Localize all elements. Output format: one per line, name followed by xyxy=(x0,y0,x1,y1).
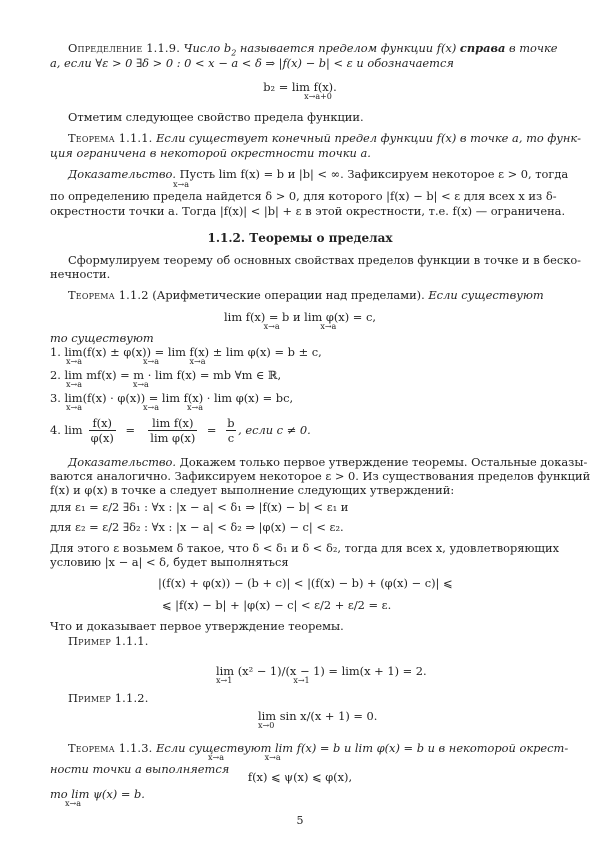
theorem-113-line-3: то lim ψ(x) = b. xyxy=(50,787,145,801)
proof-2-text: Докажем только первое утверждение теоремы. Остальные доказы- xyxy=(176,455,588,469)
theorem-112-item-1-sub: x→a x→a x→a xyxy=(66,357,206,366)
proof-2-line-5: условию |x − a| < δ, будет выполняться xyxy=(50,555,289,569)
example-2-formula: lim sin x/(x + 1) = 0. xyxy=(258,709,378,723)
item-4-frac-3 xyxy=(226,416,236,445)
proof-2-cond-1: для ε₁ = ε/2 ∃δ₁ : ∀x : |x − a| < δ₁ ⇒ |f(x) − b| < ε₁ и xyxy=(50,500,349,514)
theorem-113-label: Теорема 1.1.3. xyxy=(68,741,153,755)
theorem-111-line-1 xyxy=(68,131,600,145)
theorem-113-sub: x→a x→a xyxy=(208,753,281,762)
proof-1-sub: x→a xyxy=(173,180,189,189)
theorem-113-line-3-sub: x→a xyxy=(65,799,81,808)
theorem-113-line-2: ности точки a выполняется xyxy=(50,762,230,776)
proof-2-line-2: ваются аналогично. Зафиксируем некоторое ε > 0. Из существования пределов функций xyxy=(50,469,591,483)
theorem-112-item-3: 3. lim(f(x) · φ(x)) = lim f(x) · lim φ(x) = bc, xyxy=(50,391,294,405)
definition-label: Определение 1.1.9. xyxy=(68,41,181,55)
definition-text-a: Число b xyxy=(183,41,232,55)
definition-text-b: называется пределом функции f(x) xyxy=(236,41,460,55)
example-1-label: Пример 1.1.1. xyxy=(68,634,149,648)
theorem-112-label: Теорема 1.1.2 xyxy=(68,288,149,302)
frac-2-num: lim f(x) xyxy=(152,415,194,430)
page-number: 5 xyxy=(296,814,304,827)
theorem-112-item-3-sub: x→a x→a x→a xyxy=(66,403,203,412)
proof-2-end: Что и доказывает первое утверждение теоремы. xyxy=(50,619,344,633)
theorem-113-text: Если существуют lim f(x) = b и lim φ(x) = b и в некоторой окрест- xyxy=(152,741,569,755)
frac-3-den: c xyxy=(227,430,235,445)
theorem-112-title-tail: Если существуют xyxy=(424,288,544,302)
example-1-formula: lim (x² − 1)/(x − 1) = lim(x + 1) = 2. xyxy=(216,664,427,678)
item-4-frac-1 xyxy=(89,416,116,445)
eq-sign-1: = xyxy=(121,423,143,437)
proof-2-cond-2: для ε₂ = ε/2 ∃δ₂ : ∀x : |x − a| < δ₂ ⇒ |φ(x) − c| < ε₂. xyxy=(50,520,344,534)
theorem-112-formula-sub: x→a x→a xyxy=(263,322,337,331)
frac-1-num: f(x) xyxy=(92,415,112,430)
proof-2-line-1 xyxy=(68,455,600,469)
proof-2-ineq-1: |(f(x) + φ(x)) − (b + c)| < |(f(x) − b) + (φ(x) − c)| ⩽ xyxy=(158,576,453,590)
frac-1-den: φ(x) xyxy=(90,430,114,445)
proof-2-line-4: Для этого ε возьмем δ такое, что δ < δ₁ и δ < δ₂, тогда для всех x, удовлетворяющих xyxy=(50,541,560,555)
proof-1-line-3: окрестности точки a. Тогда |f(x)| < |b| + ε в этой окрестности, т.е. f(x) — ограничена. xyxy=(50,204,566,218)
proof-1-line-1 xyxy=(68,167,600,181)
item-4-lim: 4. lim xyxy=(50,423,83,437)
definition-line-2: a, если ∀ε > 0 ∃δ > 0 : 0 < x − a < δ ⇒ |f(x) − b| < ε и обозначается xyxy=(50,56,454,70)
section-intro-1: Сформулируем теорему об основных свойствах пределов функции в точке и в беско- xyxy=(68,253,582,267)
item-4-tail: , если c ≠ 0. xyxy=(238,423,311,437)
proof-1-line-2: по определению предела найдется δ > 0, для которого |f(x) − b| < ε для всех x из δ- xyxy=(50,189,557,203)
definition-formula: b₂ = lim f(x). xyxy=(263,80,337,94)
item-4-frac-2 xyxy=(148,416,197,445)
example-2-sub: x→0 xyxy=(258,721,275,730)
theorem-112-line-1 xyxy=(68,288,600,302)
theorem-112-then: то существуют xyxy=(50,331,154,345)
theorem-111-line-2: ция ограничена в некоторой окрестности точки a. xyxy=(50,146,371,160)
theorem-112-item-2: 2. lim mf(x) = m · lim f(x) = mb ∀m ∈ ℝ, xyxy=(50,368,282,382)
definition-sub: 2 xyxy=(231,48,237,58)
example-2-label: Пример 1.1.2. xyxy=(68,691,149,705)
proof-2-label: Доказательство. xyxy=(68,455,176,469)
frac-2-den: lim φ(x) xyxy=(150,430,196,445)
section-intro-2: нечности. xyxy=(50,267,111,281)
frac-3-num: b xyxy=(227,415,235,430)
theorem-112-item-4 xyxy=(50,412,311,448)
theorem-112-title: (Арифметические операции над пределами). xyxy=(148,288,425,302)
theorem-111-text: Если существует конечный предел функции f(x) в точке a, то функ- xyxy=(152,131,582,145)
theorem-113-formula: f(x) ⩽ ψ(x) ⩽ φ(x), xyxy=(247,770,353,784)
note-1: Отметим следующее свойство предела функции. xyxy=(68,110,364,124)
proof-2-line-3: f(x) и φ(x) в точке a следует выполнение следующих утверждений: xyxy=(50,483,455,497)
proof-1-text: Пусть lim f(x) = b и |b| < ∞. Зафиксируем некоторое ε > 0, тогда xyxy=(176,167,569,181)
definition-emphasis: справа xyxy=(459,41,506,55)
section-title: 1.1.2. Теоремы о пределах xyxy=(207,231,393,245)
proof-2-ineq-2: ⩽ |f(x) − b| + |φ(x) − c| < ε/2 + ε/2 = ε. xyxy=(162,598,392,612)
proof-1-label: Доказательство. xyxy=(68,167,176,181)
theorem-112-item-2-sub: x→a x→a xyxy=(66,380,149,389)
example-1-sub: x→1 x→1 xyxy=(216,676,310,685)
theorem-112-formula: lim f(x) = b и lim φ(x) = c, xyxy=(224,310,376,324)
theorem-111-label: Теорема 1.1.1. xyxy=(68,131,153,145)
definition-text-c: в точке xyxy=(505,41,558,55)
eq-sign-2: = xyxy=(203,423,224,437)
definition-formula-sub: x→a+0 xyxy=(304,92,332,101)
theorem-112-item-1: 1. lim(f(x) ± φ(x)) = lim f(x) ± lim φ(x) = b ± c, xyxy=(50,345,322,359)
